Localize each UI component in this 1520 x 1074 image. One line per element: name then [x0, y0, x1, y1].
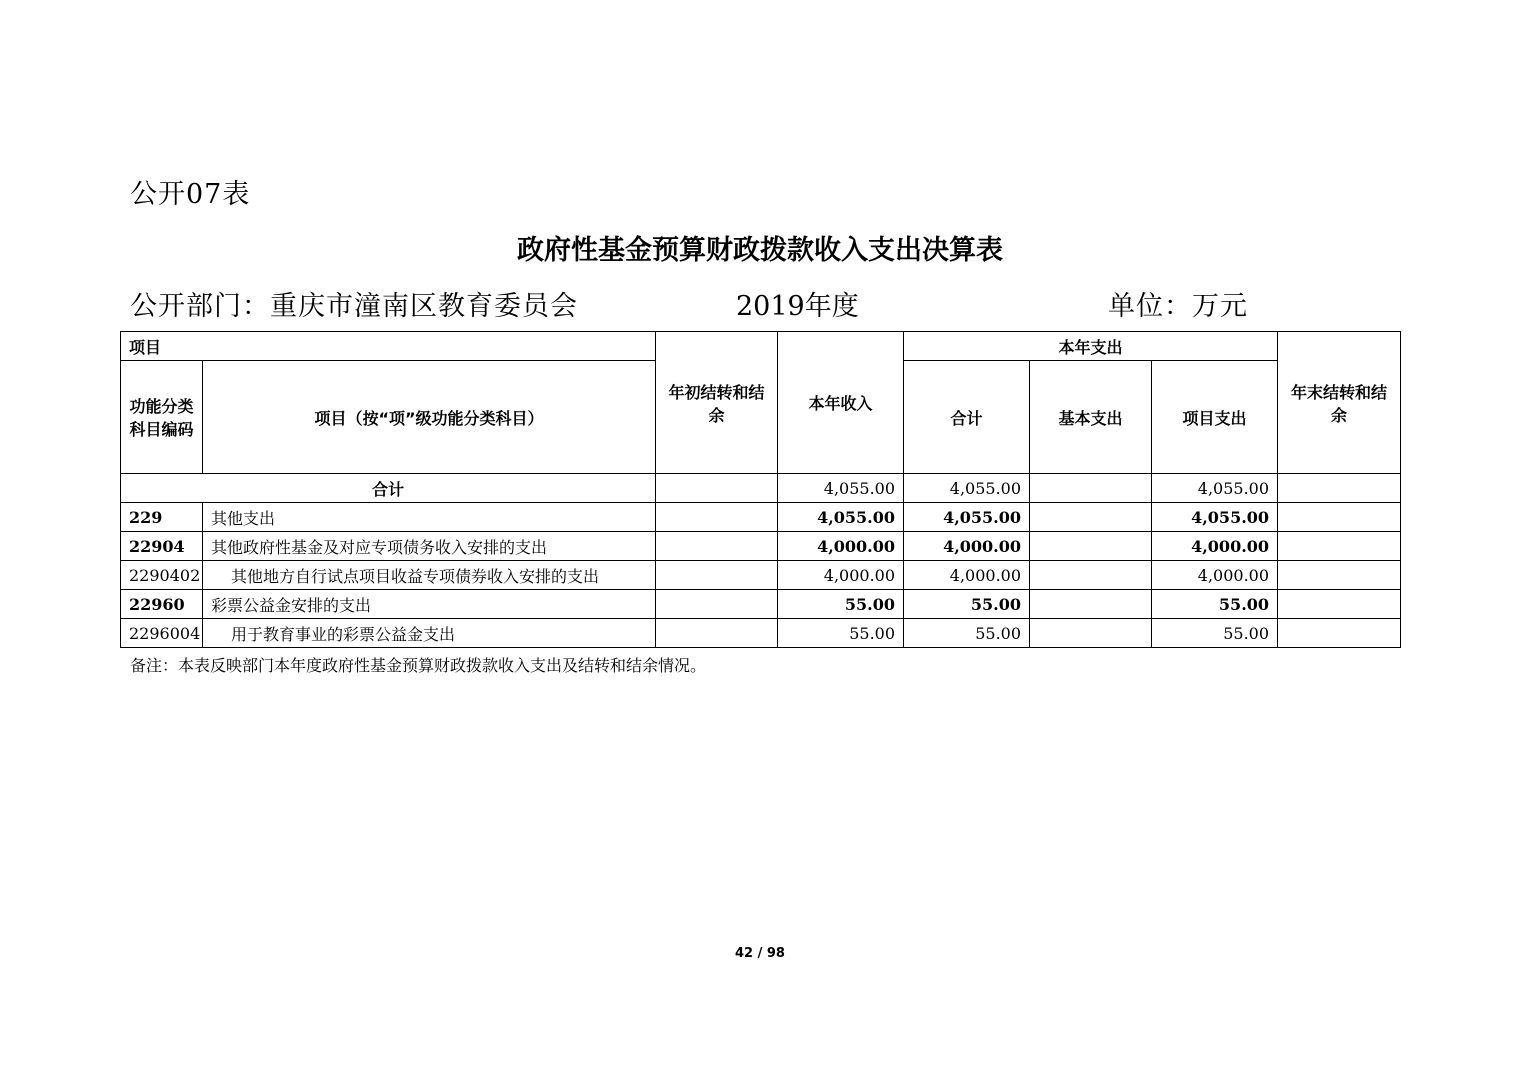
row-code: 2296004 — [121, 619, 203, 648]
row-name: 其他地方自行试点项目收益专项债券收入安排的支出 — [203, 561, 656, 590]
table-row — [121, 532, 1401, 561]
row-opening — [656, 561, 778, 590]
year-label: 2019年度 — [736, 291, 859, 322]
row-name: 其他支出 — [203, 503, 656, 532]
row-expense: 4,055.00 — [904, 503, 1030, 532]
total-opening — [656, 474, 778, 503]
row-closing — [1278, 532, 1401, 561]
table-row — [121, 503, 1401, 532]
header-expense-total: 合计 — [904, 361, 1030, 474]
row-project: 4,000.00 — [1152, 532, 1278, 561]
total-row — [121, 474, 1401, 503]
row-income: 55.00 — [778, 619, 904, 648]
total-closing — [1278, 474, 1401, 503]
table-row — [121, 561, 1401, 590]
total-expense: 4,055.00 — [904, 474, 1030, 503]
header-income: 本年收入 — [778, 332, 904, 474]
total-income: 4,055.00 — [778, 474, 904, 503]
row-closing — [1278, 561, 1401, 590]
row-project: 4,000.00 — [1152, 561, 1278, 590]
row-name: 其他政府性基金及对应专项债务收入安排的支出 — [203, 532, 656, 561]
row-name: 彩票公益金安排的支出 — [203, 590, 656, 619]
header-basic-expense: 基本支出 — [1030, 361, 1152, 474]
budget-table — [120, 331, 1401, 648]
row-code: 22904 — [121, 532, 203, 561]
row-project: 55.00 — [1152, 590, 1278, 619]
header-opening-balance: 年初结转和结余 — [656, 332, 778, 474]
header-code: 功能分类科目编码 — [121, 361, 203, 474]
total-label: 合计 — [121, 474, 656, 503]
row-code: 22960 — [121, 590, 203, 619]
row-income: 55.00 — [778, 590, 904, 619]
row-basic — [1030, 532, 1152, 561]
header-closing-balance: 年末结转和结余 — [1278, 332, 1401, 474]
form-label: 公开07表 — [130, 179, 251, 210]
header-item: 项目 — [121, 332, 656, 361]
row-closing — [1278, 590, 1401, 619]
header-project-expense: 项目支出 — [1152, 361, 1278, 474]
row-closing — [1278, 619, 1401, 648]
row-code: 229 — [121, 503, 203, 532]
unit-label: 单位：万元 — [1108, 291, 1248, 322]
row-opening — [656, 503, 778, 532]
header-expense-group: 本年支出 — [904, 332, 1278, 361]
row-expense: 4,000.00 — [904, 561, 1030, 590]
row-project: 55.00 — [1152, 619, 1278, 648]
document-title: 政府性基金预算财政拨款收入支出决算表 — [517, 235, 1003, 266]
row-income: 4,000.00 — [778, 561, 904, 590]
row-expense: 55.00 — [904, 619, 1030, 648]
header-name: 项目（按“项”级功能分类科目） — [203, 361, 656, 474]
row-basic — [1030, 590, 1152, 619]
row-income: 4,055.00 — [778, 503, 904, 532]
table-row — [121, 619, 1401, 648]
department-label: 公开部门：重庆市潼南区教育委员会 — [130, 291, 578, 322]
row-basic — [1030, 503, 1152, 532]
row-basic — [1030, 619, 1152, 648]
total-basic — [1030, 474, 1152, 503]
row-name: 用于教育事业的彩票公益金支出 — [203, 619, 656, 648]
page-number: 42 / 98 — [735, 946, 785, 961]
table-row — [121, 590, 1401, 619]
row-opening — [656, 532, 778, 561]
row-opening — [656, 590, 778, 619]
row-basic — [1030, 561, 1152, 590]
row-expense: 4,000.00 — [904, 532, 1030, 561]
row-project: 4,055.00 — [1152, 503, 1278, 532]
row-expense: 55.00 — [904, 590, 1030, 619]
row-code: 2290402 — [121, 561, 203, 590]
total-project: 4,055.00 — [1152, 474, 1278, 503]
row-opening — [656, 619, 778, 648]
table-note: 备注：本表反映部门本年度政府性基金预算财政拨款收入支出及结转和结余情况。 — [130, 656, 707, 675]
row-income: 4,000.00 — [778, 532, 904, 561]
row-closing — [1278, 503, 1401, 532]
